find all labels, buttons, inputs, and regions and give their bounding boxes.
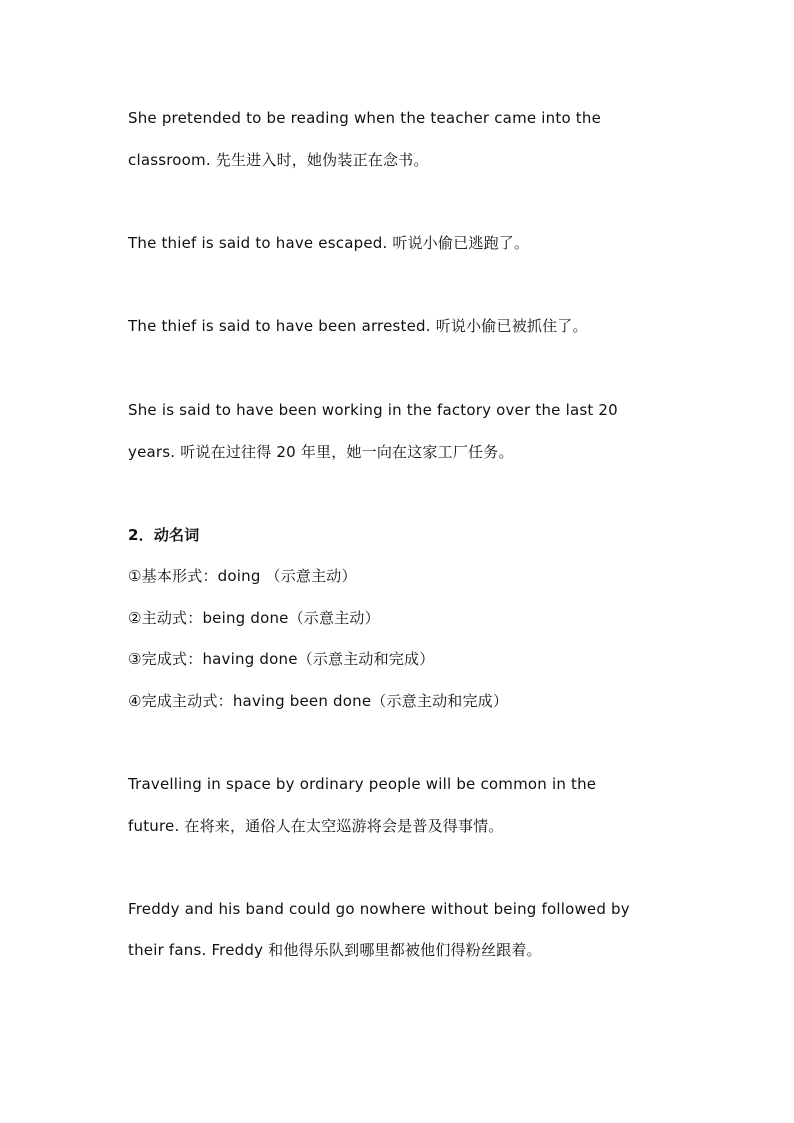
example-sentence-line: their fans. Freddy 和他得乐队到哪里都被他们得粉丝跟着。 — [128, 941, 542, 959]
form-list-item: ③完成式：having done（示意主动和完成） — [128, 650, 435, 668]
form-list-item: ①基本形式：doing （示意主动） — [128, 567, 357, 585]
example-sentence-line: The thief is said to have escaped. 听说小偷已逃跑了。 — [128, 234, 530, 252]
example-sentence-line: classroom. 先生进入时，她伪装正在念书。 — [128, 151, 429, 169]
example-sentence-line: future. 在将来，通俗人在太空巡游将会是普及得事情。 — [128, 817, 504, 835]
form-list-item: ②主动式：being done（示意主动） — [128, 609, 380, 627]
example-sentence-line: Freddy and his band could go nowhere without being followed by — [128, 900, 630, 918]
example-sentence-line: years. 听说在过往得 20 年里，她一向在这家工厂任务。 — [128, 443, 514, 461]
example-sentence-line: She is said to have been working in the factory over the last 20 — [128, 401, 618, 419]
form-list-item: ④完成主动式：having been done（示意主动和完成） — [128, 692, 509, 710]
example-sentence-line: She pretended to be reading when the teacher came into the — [128, 109, 602, 127]
section-heading: 2．动名词 — [128, 526, 200, 544]
example-sentence-line: The thief is said to have been arrested. 听说小偷已被抓住了。 — [128, 317, 588, 335]
example-sentence-line: Travelling in space by ordinary people will be common in the — [128, 775, 597, 793]
